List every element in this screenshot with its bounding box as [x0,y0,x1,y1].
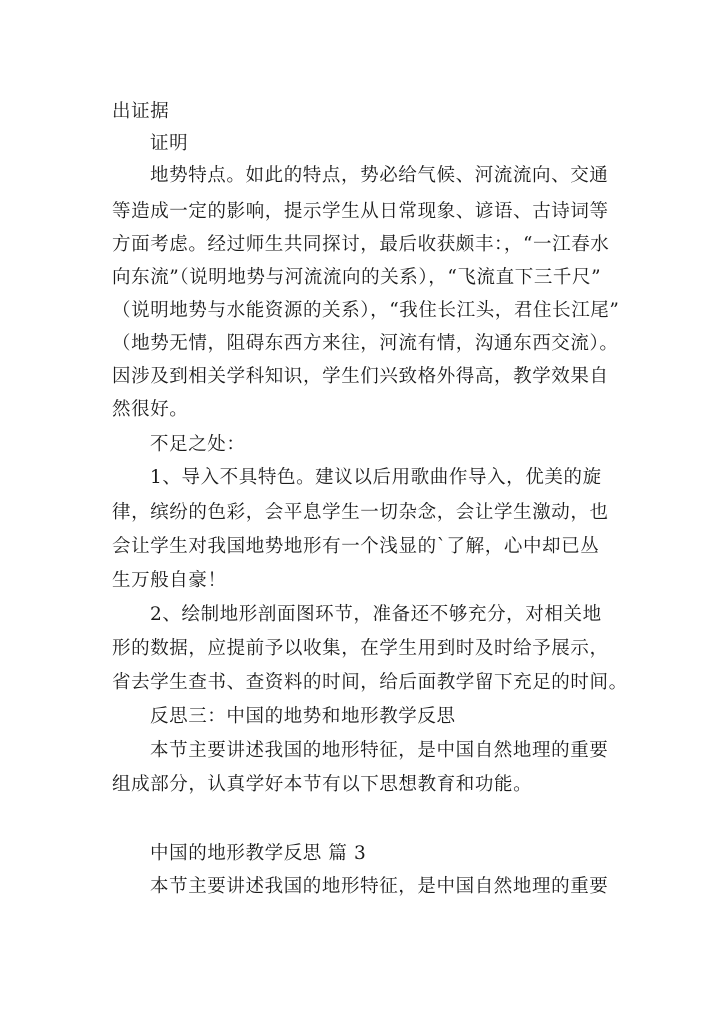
text-line: 本节主要讲述我国的地形特征，是中国自然地理的重要 [150,740,609,761]
text-line: 不足之处： [150,434,246,455]
text-line: 等造成一定的影响，提示学生从日常现象、谚语、古诗词等 [112,201,609,222]
text-line: 1、导入不具特色。建议以后用歌曲作导入，优美的旋 [150,467,602,488]
text-line: （说明地势与水能资源的关系），“我住长江头，君住长江尾” [112,300,620,321]
text-line: 生万般自豪！ [112,570,227,591]
text-line: 反思三：中国的地势和地形教学反思 [150,706,456,727]
text-line: 会让学生对我国地势地形有一个浅显的`了解，心中却已丛 [112,536,600,557]
text-line: 地势特点。如此的特点，势必给气候、河流流向、交通 [150,165,609,186]
section-heading: 中国的地形教学反思 篇 3 [150,843,367,864]
text-line: 律，缤纷的色彩，会平息学生一切杂念，会让学生激动，也 [112,502,609,523]
text-line: （地势无情，阻碍东西方来往，河流有情，沟通东西交流）。 [112,333,619,354]
text-line: 证明 [150,133,189,154]
text-line: 向东流”（说明地势与河流流向的关系），“飞流直下三千尺” [112,267,602,288]
text-line: 组成部分，认真学好本节有以下思想教育和功能。 [112,774,533,795]
text-line: 因涉及到相关学科知识，学生们兴致格外得高，教学效果自 [112,366,609,387]
text-line: 形的数据，应提前予以收集，在学生用到时及时给予展示， [112,638,609,659]
text-line: 出证据 [112,101,170,122]
text-line: 方面考虑。经过师生共同探讨，最后收获颇丰：，“一江春水 [112,234,610,255]
text-line: 本节主要讲述我国的地形特征，是中国自然地理的重要 [150,876,609,897]
text-line: 省去学生查书、查资料的时间，给后面教学留下充足的时间。 [112,672,628,693]
text-line: 然很好。 [112,399,189,420]
text-line: 2、绘制地形剖面图环节，准备还不够充分，对相关地 [150,604,602,625]
